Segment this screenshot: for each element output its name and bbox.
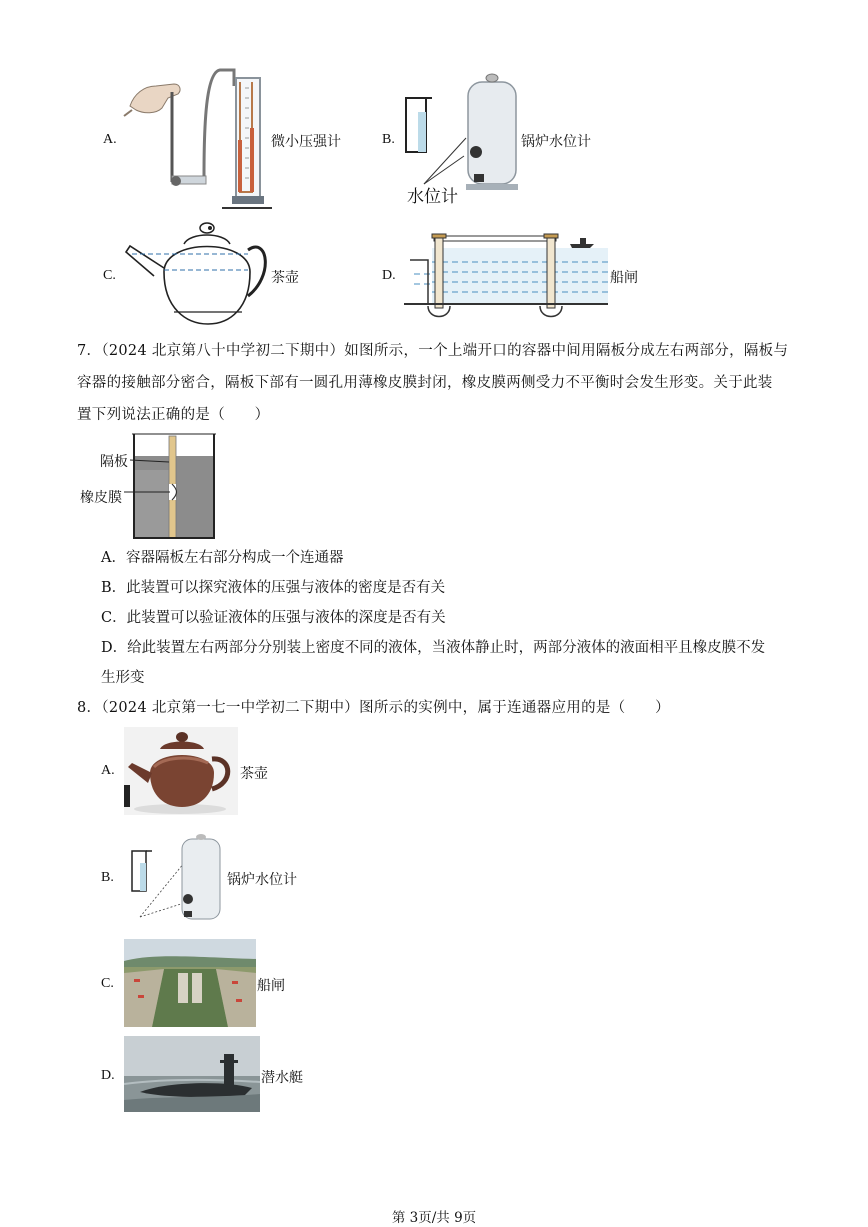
- page-number: 第 3页/共 9页: [391, 1210, 477, 1226]
- q6-option-b-letter: B.: [382, 132, 395, 147]
- q6-option-d-letter: D.: [382, 268, 396, 283]
- q8-option-d-caption: 潜水艇: [261, 1070, 303, 1086]
- q7-option-d: D．给此装置左右两部分分别装上密度不同的液体，当液体静止时，两部分液体的液面相平且橡皮膜不发: [101, 640, 766, 656]
- q8-option-a-letter: A.: [101, 763, 115, 778]
- q8-option-c-caption: 船闸: [257, 978, 285, 994]
- q7-option-b: B．此装置可以探究液体的压强与液体的密度是否有关: [101, 580, 446, 596]
- boiler-gauge-photo: [126, 833, 226, 923]
- q7-stem-line2: 容器的接触部分密合，隔板下部有一圆孔用薄橡皮膜封闭，橡皮膜两侧受力不平衡时会发生形变。关于此装: [77, 375, 773, 391]
- ship-lock-diagram-figure: [404, 224, 610, 324]
- manometer-figure: [122, 64, 272, 212]
- partition-container-figure: [78, 432, 220, 540]
- q6-option-c-caption: 茶壶: [271, 270, 299, 286]
- q7-option-d-continuation: 生形变: [101, 670, 145, 686]
- boiler-figure: [402, 72, 520, 192]
- teapot-outline-figure: [124, 222, 270, 328]
- q7-stem-line3: 置下列说法正确的是（ ）: [77, 407, 270, 423]
- q8-option-b-caption: 锅炉水位计: [227, 872, 297, 888]
- submarine-photo: [124, 1036, 260, 1112]
- q8-option-a-caption: 茶壶: [240, 766, 268, 782]
- q8-stem: 8．（2024 北京第一七一中学初二下期中）图所示的实例中，属于连通器应用的是（ ）: [77, 700, 670, 716]
- q8-option-b-letter: B.: [101, 870, 114, 885]
- rubber-membrane-label: 橡皮膜: [80, 490, 122, 506]
- q7-stem-line1: 7．（2024 北京第八十中学初二下期中）如图所示，一个上端开口的容器中间用隔板分成左右两部分，隔板与: [77, 343, 789, 359]
- q6-option-c-letter: C.: [103, 268, 116, 283]
- clay-teapot-photo: [124, 727, 238, 815]
- q8-option-d-letter: D.: [101, 1068, 115, 1083]
- q8-option-c-letter: C.: [101, 976, 114, 991]
- q6-option-b-caption: 锅炉水位计: [521, 134, 591, 150]
- q6-option-a-letter: A.: [103, 132, 117, 147]
- partition-label: 隔板: [100, 454, 128, 470]
- q6-option-a-caption: 微小压强计: [271, 134, 341, 150]
- q7-option-c: C．此装置可以验证液体的压强与液体的深度是否有关: [101, 610, 446, 626]
- q7-option-a: A．容器隔板左右部分构成一个连通器: [101, 550, 344, 566]
- q6-option-d-caption: 船闸: [610, 270, 638, 286]
- ship-lock-photo: [124, 939, 256, 1027]
- water-gauge-label: 水位计: [407, 187, 458, 207]
